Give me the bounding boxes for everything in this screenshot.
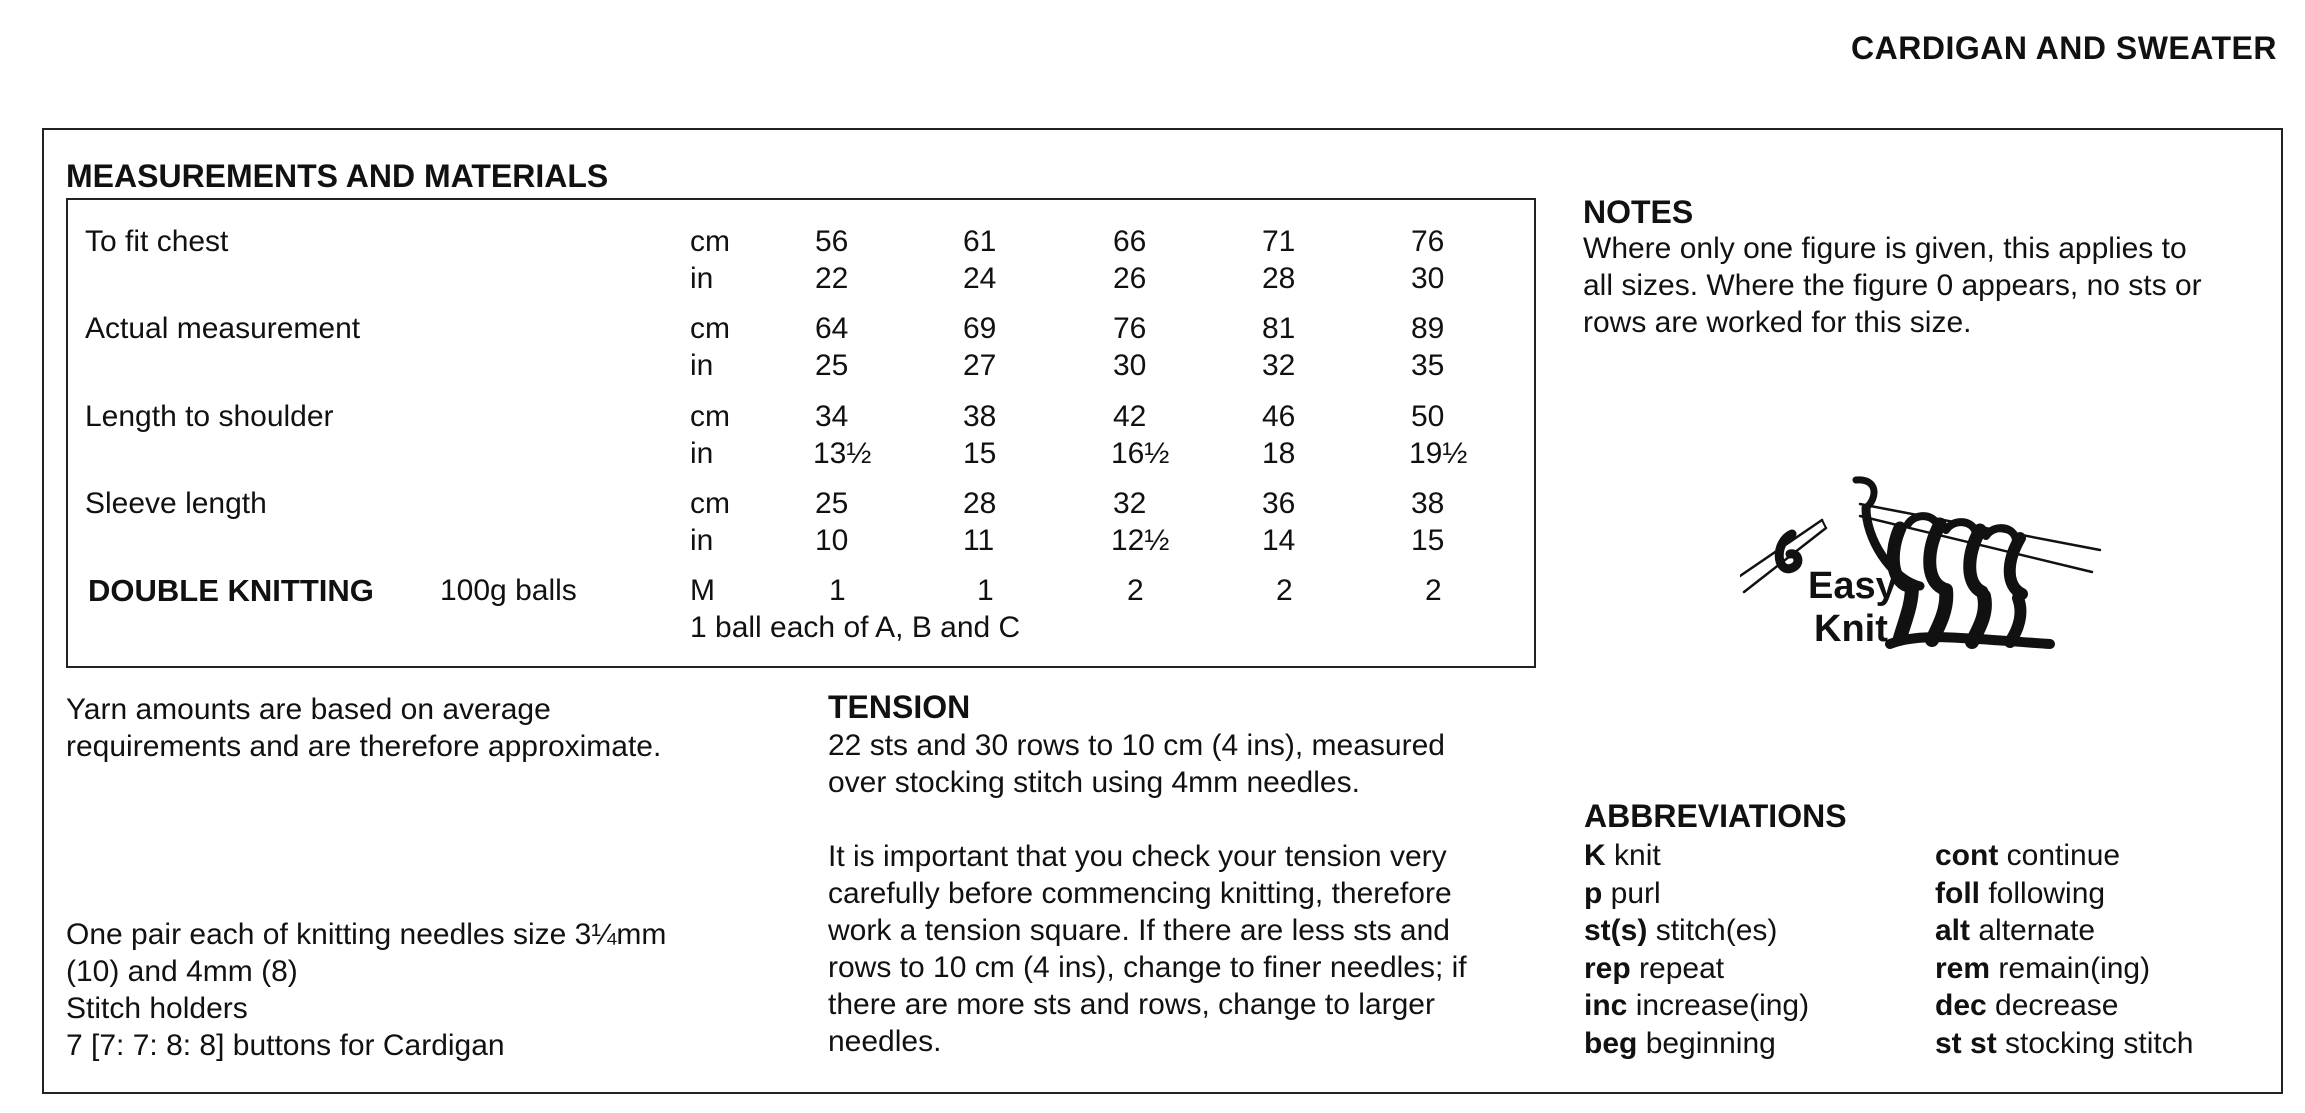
measurement-value: 10 [815, 524, 849, 557]
logo-text-easy: Easy [1808, 565, 1897, 607]
abbreviation-item [1584, 987, 1809, 1025]
page-title: CARDIGAN AND SWEATER [1851, 30, 2277, 66]
measurement-value: 25 [815, 487, 849, 520]
abbreviation-key: rep [1584, 951, 1631, 985]
needles-and-notions [66, 916, 666, 1064]
measurement-value: 25 [815, 349, 849, 382]
abbreviation-item [1935, 1025, 2193, 1063]
tension-paragraph-2 [828, 838, 1467, 1060]
measurement-value: 50 [1411, 400, 1445, 433]
measurement-value: 32 [1262, 349, 1296, 382]
yarn-note-line: Yarn amounts are based on average [66, 693, 551, 726]
measurements-heading: MEASUREMENTS AND MATERIALS [66, 158, 609, 194]
abbreviation-key: st st [1935, 1026, 1997, 1060]
measurement-value: 61 [963, 225, 997, 258]
abbreviation-item [1584, 1025, 1809, 1063]
measurement-value: 15 [1411, 524, 1445, 557]
measurement-value: 13½ [813, 437, 872, 470]
measurement-value: 46 [1262, 400, 1296, 433]
measurement-value: 76 [1113, 312, 1147, 345]
abbreviation-key: dec [1935, 989, 1987, 1022]
tension-line: needles. [828, 1025, 942, 1058]
measurement-value: 16½ [1111, 437, 1170, 470]
yarn-note-line: requirements and are therefore approximate. [66, 730, 662, 763]
measurement-value: 34 [815, 400, 849, 433]
measurement-value: 66 [1113, 225, 1147, 258]
abbreviation-key: beg [1584, 1026, 1638, 1060]
measurement-value: 89 [1411, 312, 1445, 345]
notes-line: rows are worked for this size. [1583, 306, 1972, 339]
measurement-value: 18 [1262, 437, 1296, 470]
measurement-label: To fit chest [85, 225, 229, 258]
measurement-value: 27 [963, 349, 997, 382]
abbreviation-key: inc [1584, 989, 1628, 1022]
measurement-unit: cm [690, 487, 730, 520]
measurement-value: 36 [1262, 487, 1296, 520]
notes-line: all sizes. Where the figure 0 appears, no sts or [1583, 269, 2202, 302]
logo-text-knit: Knit [1814, 608, 1888, 650]
measurement-value: 64 [815, 312, 849, 345]
yarn-quantity: 1 [829, 574, 846, 607]
easy-knit-logo [1740, 468, 2106, 668]
yarn-quantity: 2 [1276, 574, 1293, 607]
tension-line: rows to 10 cm (4 ins), change to finer needles; if [828, 951, 1467, 984]
measurement-value: 22 [815, 262, 849, 295]
notes-line: Where only one figure is given, this applies to [1583, 232, 2187, 265]
abbreviation-key: foll [1935, 876, 1980, 910]
abbreviation-value: decrease [1995, 989, 2119, 1022]
measurement-unit: in [690, 349, 714, 382]
tension-line: over stocking stitch using 4mm needles. [828, 766, 1360, 799]
measurement-value: 28 [1262, 262, 1296, 295]
measurement-value: 56 [815, 225, 849, 258]
abbreviation-item [1584, 875, 1809, 913]
measurement-value: 30 [1113, 349, 1147, 382]
measurement-label: Sleeve length [85, 487, 267, 520]
measurement-unit: in [690, 437, 714, 470]
measurement-value: 38 [963, 400, 997, 433]
needles-line: 7 [7: 7: 8: 8] buttons for Cardigan [66, 1029, 505, 1062]
yarn-unit: M [690, 574, 715, 607]
measurement-unit: in [690, 262, 714, 295]
abbreviations-column-2 [1935, 837, 2193, 1062]
abbreviation-key: K [1584, 839, 1606, 872]
abbreviation-value: stocking stitch [2005, 1026, 2194, 1060]
measurement-value: 24 [963, 262, 997, 295]
measurement-value: 69 [963, 312, 997, 345]
tension-line: carefully before commencing knitting, therefore [828, 877, 1452, 910]
measurement-unit: in [690, 524, 714, 557]
abbreviation-item [1935, 987, 2193, 1025]
abbreviation-item [1935, 875, 2193, 913]
measurement-unit: cm [690, 225, 730, 258]
yarn-contrast-note: 1 ball each of A, B and C [690, 611, 1021, 644]
measurement-label: Length to shoulder [85, 400, 334, 433]
measurement-value: 14 [1262, 524, 1296, 557]
measurement-value: 71 [1262, 225, 1296, 258]
abbreviations-heading: ABBREVIATIONS [1584, 798, 1847, 834]
abbreviation-item [1935, 950, 2193, 988]
yarn-quantity: 2 [1127, 574, 1144, 607]
measurement-value: 26 [1113, 262, 1147, 295]
abbreviation-value: continue [2006, 839, 2121, 872]
abbreviation-item [1935, 837, 2193, 875]
measurement-value: 38 [1411, 487, 1445, 520]
abbreviation-item [1584, 837, 1809, 875]
abbreviation-item [1584, 912, 1809, 950]
abbreviation-key: cont [1935, 839, 1999, 872]
yarn-weight: 100g balls [440, 574, 577, 607]
knitting-needles-icon [1740, 480, 2100, 644]
notes-text [1583, 230, 2202, 341]
measurement-label: Actual measurement [85, 312, 361, 345]
tension-line: there are more sts and rows, change to larger [828, 988, 1435, 1021]
abbreviation-value: stitch(es) [1655, 914, 1778, 947]
abbreviation-key: p [1584, 876, 1603, 910]
yarn-quantity: 1 [977, 574, 994, 607]
measurement-value: 35 [1411, 349, 1445, 382]
measurement-value: 12½ [1111, 524, 1170, 557]
abbreviation-value: remain(ing) [1998, 951, 2151, 985]
tension-line: 22 sts and 30 rows to 10 cm (4 ins), measured [828, 729, 1445, 762]
abbreviation-value: repeat [1639, 951, 1725, 985]
abbreviation-key: rem [1935, 951, 1991, 985]
abbreviation-value: purl [1610, 876, 1661, 910]
measurement-value: 81 [1262, 312, 1296, 345]
tension-heading: TENSION [828, 689, 971, 725]
abbreviation-item [1584, 950, 1809, 988]
notes-heading: NOTES [1583, 194, 1694, 230]
measurement-value: 11 [963, 524, 995, 557]
yarn-amounts-note [66, 691, 661, 765]
abbreviation-item [1935, 912, 2193, 950]
tension-paragraph-1 [828, 727, 1445, 801]
abbreviation-key: alt [1935, 914, 1971, 947]
tension-line: work a tension square. If there are less sts and [828, 914, 1450, 947]
abbreviations-column-1 [1584, 837, 1809, 1062]
abbreviation-value: beginning [1645, 1026, 1776, 1060]
yarn-type-label: DOUBLE KNITTING [88, 573, 374, 608]
measurement-value: 32 [1113, 487, 1147, 520]
yarn-quantity: 2 [1425, 574, 1442, 607]
measurement-value: 15 [963, 437, 997, 470]
measurement-value: 19½ [1409, 437, 1468, 470]
measurement-value: 76 [1411, 225, 1445, 258]
needles-line: One pair each of knitting needles size 3¼mm [66, 918, 667, 951]
tension-line: It is important that you check your tension very [828, 840, 1447, 873]
measurement-value: 42 [1113, 400, 1147, 433]
abbreviation-key: st(s) [1584, 914, 1648, 947]
measurement-unit: cm [690, 400, 730, 433]
abbreviation-value: increase(ing) [1635, 989, 1810, 1022]
measurement-unit: cm [690, 312, 730, 345]
abbreviation-value: alternate [1978, 914, 2096, 947]
abbreviation-value: following [1988, 876, 2106, 910]
needles-line: Stitch holders [66, 992, 248, 1025]
needles-line: (10) and 4mm (8) [66, 955, 298, 988]
abbreviation-value: knit [1614, 839, 1661, 872]
measurement-value: 28 [963, 487, 997, 520]
measurement-value: 30 [1411, 262, 1445, 295]
